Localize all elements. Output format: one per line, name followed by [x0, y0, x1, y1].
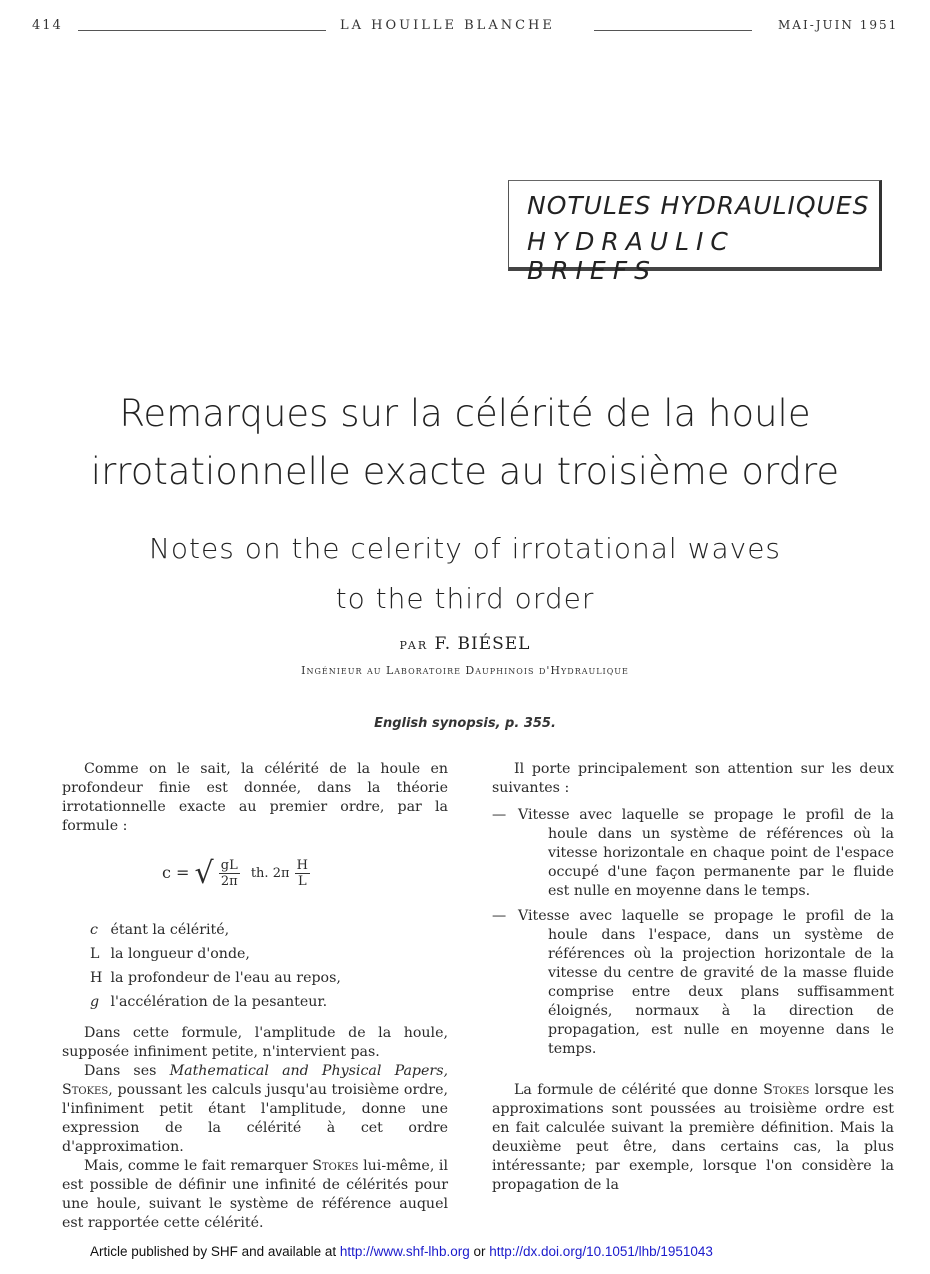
- author-prefix: PAR: [399, 639, 429, 652]
- formula-fraction-1: [219, 858, 240, 889]
- footer-link-shf[interactable]: http://www.shf-lhb.org: [339, 1244, 470, 1259]
- definition-item: [90, 918, 448, 942]
- left-column: [62, 760, 448, 1233]
- rubric-english: HYDRAULIC BRIEFS: [527, 227, 735, 285]
- title-french-line1: Remarques sur la célérité de la houle: [119, 392, 811, 435]
- para4-stokes: Stokes: [312, 1158, 359, 1174]
- formula-mid: th. 2π: [250, 866, 290, 881]
- list-item-text: Vitesse avec laquelle se propage le profil de la houle dans un système de références où la vitesse horizontale en chaque point de l'espace occupé d'une façon permanente par le fluide est nulle en moyenne dans le temps.: [518, 807, 894, 899]
- list-item-text: Vitesse avec laquelle se propage le profil de la houle dans l'espace, dans un système de références où la projection horizontale de la vitesse du centre de gravité de la masse fluide comprise entre deux plans suffisamment éloignés, normaux à la direction de propagation, est nulle en moyenne dans le temps.: [518, 908, 894, 1057]
- def-text: la profondeur de l'eau au repos,: [110, 970, 341, 986]
- title-french-line2: irrotationnelle exacte au troisième ordre: [90, 450, 840, 493]
- def-text: la longueur d'onde,: [110, 946, 250, 962]
- def-symbol: g: [90, 994, 100, 1010]
- para3-pre: Dans ses: [84, 1063, 157, 1079]
- list-item: [492, 907, 894, 1059]
- rubric-french: NOTULES HYDRAULIQUES: [527, 191, 870, 220]
- english-synopsis-ref: English synopsis, p. 355.: [374, 716, 556, 731]
- author-affiliation: Ingénieur au Laboratoire Dauphinois d'Hydraulique: [301, 664, 629, 677]
- formula-fraction-2: [295, 858, 310, 889]
- celerity-formula: [162, 858, 448, 904]
- header-rule-left: [78, 30, 326, 31]
- def-symbol: H: [90, 970, 103, 986]
- list-item: [492, 806, 894, 901]
- para4-pre: Mais, comme le fait remarquer: [84, 1158, 308, 1174]
- footer-citation: [90, 1244, 713, 1259]
- header-rule-right: [594, 30, 752, 31]
- frac2-numerator: H: [296, 858, 308, 873]
- footer-or: or: [473, 1244, 486, 1259]
- dash-bullet: —: [492, 807, 507, 823]
- para3-book-title: Mathematical and Physical Papers,: [169, 1063, 448, 1079]
- left-para-4: [62, 1157, 448, 1233]
- footer-text: Article published by SHF and available at: [90, 1244, 337, 1259]
- right-para-1: Il porte principalement son attention sur les deux suivantes :: [492, 761, 894, 796]
- dash-bullet: —: [492, 908, 507, 924]
- para3-post: , poussant les calculs jusqu'au troisième ordre, l'infiniment petit étant l'amplitude, donne une expression de la célérité à cet ordre d'approximation.: [62, 1082, 448, 1155]
- definition-item: [90, 942, 448, 966]
- def-text: étant la célérité,: [110, 922, 230, 938]
- para3-stokes: Stokes: [62, 1082, 109, 1098]
- velocity-definitions: [492, 806, 894, 1059]
- title-english-line2: to the third order: [335, 582, 595, 615]
- def-symbol: L: [90, 946, 100, 962]
- sqrt-icon: √: [194, 856, 214, 891]
- def-symbol: c: [90, 922, 98, 938]
- def-text: l'accélération de la pesanteur.: [110, 994, 328, 1010]
- page-number: 414: [32, 18, 63, 33]
- footer-link-doi[interactable]: http://dx.doi.org/10.1051/lhb/1951043: [489, 1244, 713, 1259]
- formula-lhs: c =: [162, 863, 190, 882]
- para2-stokes: Stokes: [763, 1082, 810, 1098]
- right-column: [492, 760, 894, 1195]
- para2-post: lorsque les approximations sont poussées au troisième ordre est en fait calculée suivant la première définition. Mais la deuxième peut être, dans certains cas, la plus intéressante; par exemple, lorsque l'on considère la propagation de la: [492, 1082, 895, 1193]
- author-line: [0, 634, 930, 654]
- frac1-numerator: gL: [220, 858, 238, 873]
- right-para-2: [492, 1081, 894, 1195]
- journal-name: LA HOUILLE BLANCHE: [340, 18, 555, 33]
- left-para-2: Dans cette formule, l'amplitude de la houle, supposée infiniment petite, n'intervient pas.: [62, 1025, 448, 1060]
- title-english-line1: Notes on the celerity of irrotational waves: [148, 532, 782, 565]
- author-name: F. BIÉSEL: [434, 634, 531, 654]
- frac1-denominator: 2π: [220, 874, 238, 889]
- left-para-3: [62, 1062, 448, 1157]
- para4-post: lui-même, il est possible de définir une infinité de célérités pour une houle, suivant le système de référence auquel est rapportée cette célérité.: [62, 1158, 449, 1231]
- definition-list: [90, 918, 448, 1014]
- definition-item: [90, 990, 448, 1014]
- definition-item: [90, 966, 448, 990]
- rubric-box: [508, 180, 882, 285]
- para2-pre: La formule de célérité que donne: [514, 1082, 758, 1098]
- issue-date: MAI-JUIN 1951: [778, 18, 899, 32]
- frac2-denominator: L: [297, 874, 307, 889]
- left-para-1: Comme on le sait, la célérité de la houle en profondeur finie est donnée, dans la théorie irrotationnelle exacte au premier ordre, par la formule :: [62, 761, 448, 834]
